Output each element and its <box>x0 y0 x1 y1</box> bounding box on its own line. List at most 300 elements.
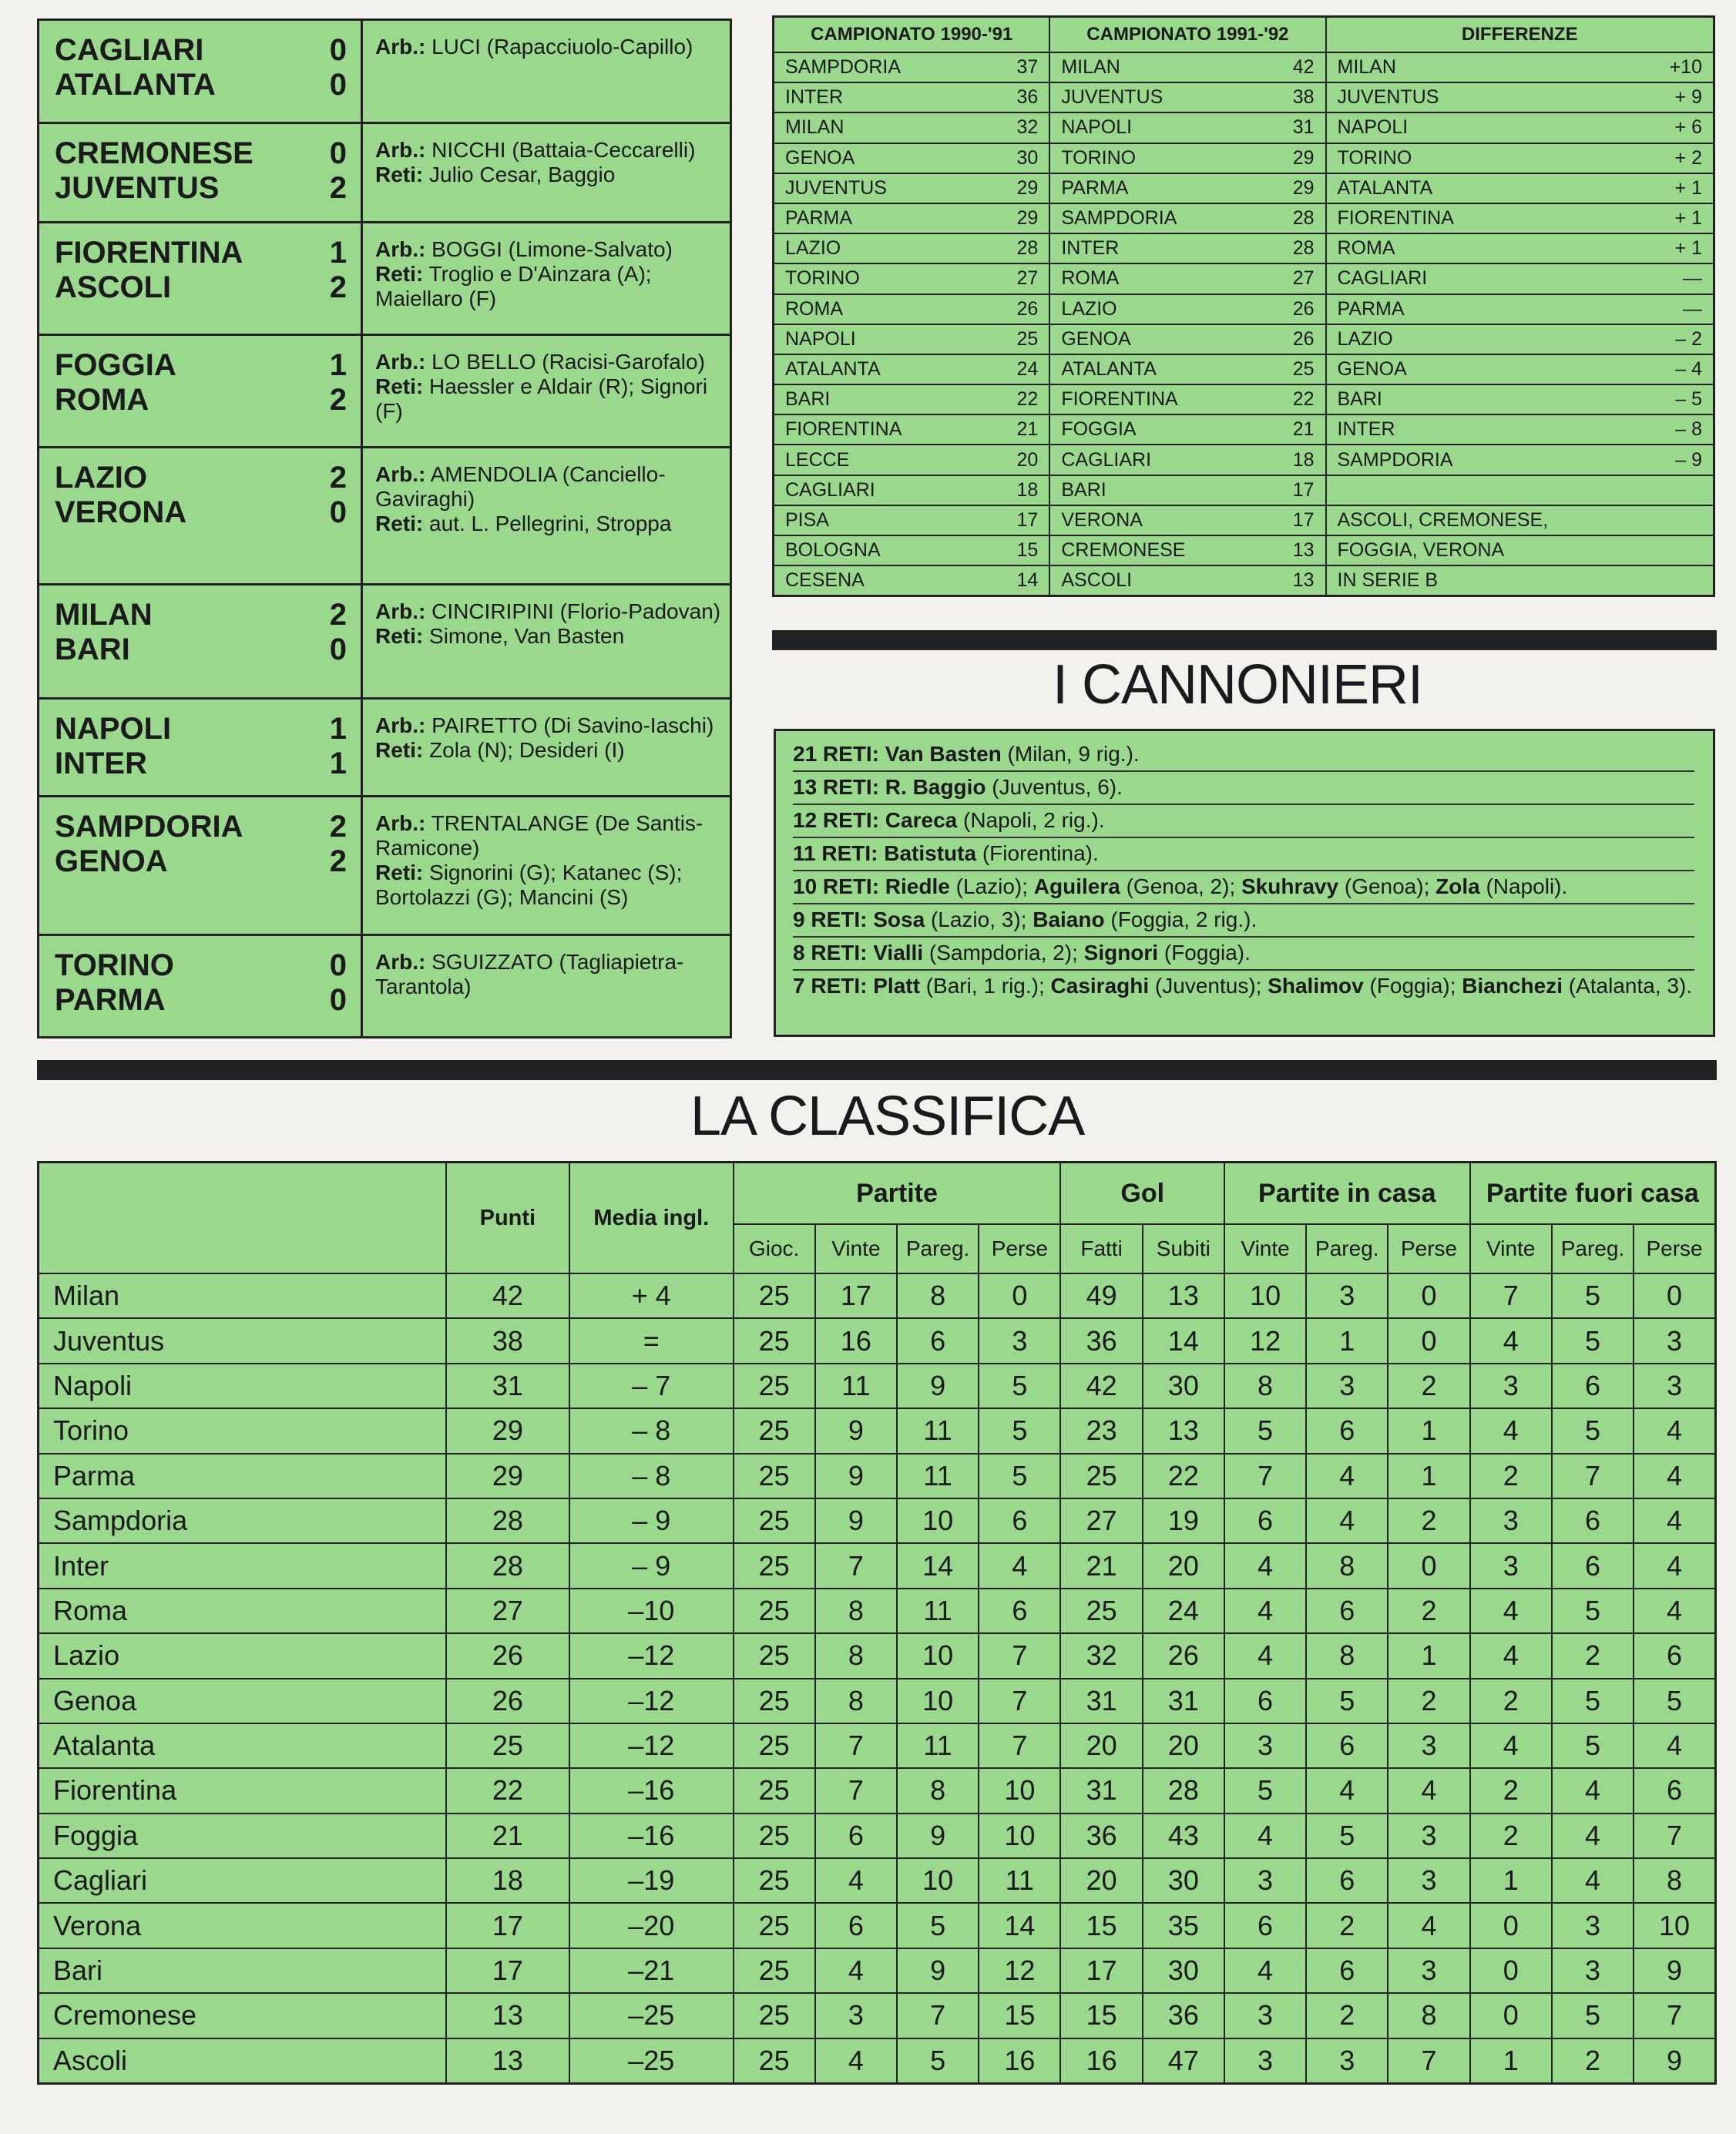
home-drawn: 6 <box>1306 1408 1388 1453</box>
scorer-name: Platt <box>867 974 920 998</box>
scorer-row <box>793 871 1694 904</box>
media-inglese: – 8 <box>569 1454 733 1498</box>
scorer-row <box>793 904 1694 938</box>
referee: LO BELLO (Racisi-Garofalo) <box>431 350 705 374</box>
referee: NICCHI (Battaia-Ceccarelli) <box>431 138 696 163</box>
referee: AMENDOLIA (Canciello-Gaviraghi) <box>375 462 666 512</box>
home-drawn: 3 <box>1306 1273 1388 1318</box>
points: 25 <box>446 1723 569 1768</box>
reti-label: Reti: <box>375 512 424 536</box>
scorer-name: Baiano <box>1033 908 1105 931</box>
referee-line <box>375 599 722 624</box>
goals-for: 27 <box>1060 1498 1142 1543</box>
comparison-row <box>774 414 1714 445</box>
home-won: 5 <box>1224 1768 1306 1813</box>
cannonieri-panel <box>774 729 1715 1037</box>
diff-value <box>1640 535 1714 565</box>
home-team: FIORENTINA <box>55 235 243 270</box>
standings-row <box>39 1679 1716 1723</box>
comparison-header-row <box>774 17 1714 53</box>
team-name: Roma <box>39 1589 446 1633</box>
match-row <box>39 448 730 586</box>
scorer-name: 10 RETI: <box>793 874 880 898</box>
diff-value: — <box>1640 294 1714 324</box>
match-row <box>39 797 730 936</box>
points-1991-92: 17 <box>1262 505 1325 535</box>
drawn: 10 <box>897 1858 979 1903</box>
goals-against: 43 <box>1143 1814 1224 1858</box>
played: 25 <box>734 1543 815 1588</box>
referee-line <box>375 350 722 374</box>
played: 25 <box>734 1454 815 1498</box>
points: 17 <box>446 1903 569 1948</box>
away-won: 4 <box>1470 1589 1552 1633</box>
arb-label: Arb.: <box>375 713 426 738</box>
home-lost: 0 <box>1388 1318 1469 1363</box>
away-team: PARMA <box>55 982 166 1017</box>
away-lost: 10 <box>1634 1903 1715 1948</box>
match-details <box>363 936 730 1036</box>
team-diff: SAMPDORIA <box>1326 445 1640 475</box>
arb-label: Arb.: <box>375 237 426 261</box>
home-team: CREMONESE <box>55 136 254 171</box>
won: 9 <box>815 1454 897 1498</box>
goals-for: 15 <box>1060 1903 1142 1948</box>
won: 11 <box>815 1364 897 1408</box>
away-lost: 9 <box>1634 2038 1715 2084</box>
home-lost: 1 <box>1388 1454 1469 1498</box>
points: 26 <box>446 1679 569 1723</box>
lost: 12 <box>979 1948 1060 1993</box>
drawn: 11 <box>897 1408 979 1453</box>
diff-value <box>1640 505 1714 535</box>
team-name: Cagliari <box>39 1858 446 1903</box>
team-diff: TORINO <box>1326 143 1640 173</box>
home-won: 4 <box>1224 1633 1306 1678</box>
match-details <box>363 336 730 446</box>
away-score: 0 <box>329 68 347 102</box>
goals-against: 30 <box>1143 1948 1224 1993</box>
team-1990-91: LECCE <box>774 445 984 475</box>
home-won: 3 <box>1224 1723 1306 1768</box>
comparison-row <box>774 82 1714 112</box>
match-details <box>363 700 730 794</box>
goals-for: 25 <box>1060 1454 1142 1498</box>
goals-against: 20 <box>1143 1543 1224 1588</box>
media-inglese: –16 <box>569 1814 733 1858</box>
scorer-name: 8 RETI: <box>793 941 868 965</box>
away-lost: 6 <box>1634 1768 1715 1813</box>
goals-for: 16 <box>1060 2038 1142 2084</box>
standings-row <box>39 1633 1716 1678</box>
home-score: 1 <box>329 712 347 747</box>
scorers: Zola (N); Desideri (I) <box>429 738 625 763</box>
away-won: 4 <box>1470 1633 1552 1678</box>
comparison-row <box>774 263 1714 294</box>
away-drawn: 5 <box>1552 1723 1634 1768</box>
scorer-name: Careca <box>879 808 958 832</box>
scorer-name: 12 RETI: <box>793 808 880 832</box>
drawn: 11 <box>897 1454 979 1498</box>
comparison-row <box>774 294 1714 324</box>
standings-row <box>39 1814 1716 1858</box>
won: 6 <box>815 1814 897 1858</box>
won: 9 <box>815 1498 897 1543</box>
scorers: aut. L. Pellegrini, Stroppa <box>429 512 672 536</box>
team-1990-91: CAGLIARI <box>774 475 984 505</box>
goals-against: 13 <box>1143 1273 1224 1318</box>
arb-label: Arb.: <box>375 462 426 487</box>
subheader: Perse <box>979 1224 1060 1273</box>
subheader: Pareg. <box>1306 1224 1388 1273</box>
team-1991-92: NAPOLI <box>1049 112 1262 143</box>
header-1991-92: CAMPIONATO 1991-'92 <box>1049 17 1325 53</box>
scorer-name: 9 RETI: <box>793 908 868 931</box>
team-1991-92: FIORENTINA <box>1049 384 1262 414</box>
scorers: Julio Cesar, Baggio <box>429 163 616 187</box>
home-won: 6 <box>1224 1903 1306 1948</box>
scorer-name: Zola <box>1435 874 1480 898</box>
comparison-row <box>774 475 1714 505</box>
away-won: 4 <box>1470 1723 1552 1768</box>
home-drawn: 4 <box>1306 1454 1388 1498</box>
team-1990-91: ATALANTA <box>774 354 984 384</box>
comparison-row <box>774 203 1714 233</box>
away-team: ATALANTA <box>55 68 216 102</box>
scorer-name: Vialli <box>867 941 924 965</box>
drawn: 14 <box>897 1543 979 1588</box>
away-won: 3 <box>1470 1498 1552 1543</box>
home-lost: 4 <box>1388 1903 1469 1948</box>
home-score: 1 <box>329 348 347 383</box>
scorer-name: Batistuta <box>878 841 977 865</box>
away-lost: 3 <box>1634 1364 1715 1408</box>
goals-against: 28 <box>1143 1768 1224 1813</box>
away-won: 0 <box>1470 1948 1552 1993</box>
points-1990-91: 26 <box>984 294 1050 324</box>
diff-value: + 9 <box>1640 82 1714 112</box>
points-1990-91: 17 <box>984 505 1050 535</box>
casa-header: Partite in casa <box>1224 1163 1470 1225</box>
away-lost: 4 <box>1634 1498 1715 1543</box>
home-drawn: 6 <box>1306 1948 1388 1993</box>
lost: 11 <box>979 1858 1060 1903</box>
points: 17 <box>446 1948 569 1993</box>
match-teams <box>39 700 363 794</box>
team-name: Napoli <box>39 1364 446 1408</box>
won: 3 <box>815 1993 897 2038</box>
team-diff: GENOA <box>1326 354 1640 384</box>
referee-line <box>375 138 722 163</box>
points-1991-92: 26 <box>1262 294 1325 324</box>
reti-label: Reti: <box>375 738 424 763</box>
results-panel <box>37 18 732 1038</box>
fuori-header: Partite fuori casa <box>1470 1163 1716 1225</box>
lost: 14 <box>979 1903 1060 1948</box>
points: 29 <box>446 1408 569 1453</box>
referee-line <box>375 811 722 861</box>
team-name: Cremonese <box>39 1993 446 2038</box>
lost: 5 <box>979 1364 1060 1408</box>
points-1990-91: 20 <box>984 445 1050 475</box>
scorer-name: Sosa <box>867 908 925 931</box>
away-score: 0 <box>329 495 347 530</box>
home-lost: 4 <box>1388 1768 1469 1813</box>
goals-for: 31 <box>1060 1679 1142 1723</box>
media-inglese: –25 <box>569 1993 733 2038</box>
match-details <box>363 797 730 934</box>
comparison-row <box>774 143 1714 173</box>
lost: 6 <box>979 1589 1060 1633</box>
home-won: 5 <box>1224 1408 1306 1453</box>
subheader: Gioc. <box>734 1224 815 1273</box>
won: 7 <box>815 1723 897 1768</box>
scorer-detail: (Lazio); <box>949 874 1034 898</box>
lost: 10 <box>979 1768 1060 1813</box>
scorer-detail: (Genoa, 2); <box>1120 874 1241 898</box>
team-name: Juventus <box>39 1318 446 1363</box>
points-1991-92: 28 <box>1262 233 1325 263</box>
standings-row <box>39 1858 1716 1903</box>
team-diff: FOGGIA, VERONA <box>1326 535 1640 565</box>
points-1991-92: 29 <box>1262 173 1325 203</box>
away-lost: 4 <box>1634 1543 1715 1588</box>
home-lost: 2 <box>1388 1589 1469 1633</box>
team-1991-92: SAMPDORIA <box>1049 203 1262 233</box>
home-team: CAGLIARI <box>55 33 204 67</box>
match-teams <box>39 797 363 934</box>
match-row <box>39 336 730 448</box>
goals-against: 22 <box>1143 1454 1224 1498</box>
comparison-row <box>774 565 1714 596</box>
home-lost: 2 <box>1388 1364 1469 1408</box>
comparison-row <box>774 445 1714 475</box>
drawn: 10 <box>897 1679 979 1723</box>
away-won: 1 <box>1470 1858 1552 1903</box>
scorer-row <box>793 971 1694 998</box>
scorer-detail: (Napoli). <box>1479 874 1568 898</box>
drawn: 9 <box>897 1948 979 1993</box>
points-1991-92: 21 <box>1262 414 1325 445</box>
media-inglese: –16 <box>569 1768 733 1813</box>
away-won: 1 <box>1470 2038 1552 2084</box>
home-lost: 2 <box>1388 1498 1469 1543</box>
away-won: 2 <box>1470 1768 1552 1813</box>
subheader: Subiti <box>1143 1224 1224 1273</box>
subheader: Perse <box>1634 1224 1715 1273</box>
match-teams <box>39 124 363 220</box>
home-drawn: 8 <box>1306 1543 1388 1588</box>
home-drawn: 4 <box>1306 1498 1388 1543</box>
won: 7 <box>815 1768 897 1813</box>
subheader: Vinte <box>1224 1224 1306 1273</box>
away-score: 2 <box>329 383 347 418</box>
team-name: Parma <box>39 1454 446 1498</box>
diff-value: – 5 <box>1640 384 1714 414</box>
scorers: Simone, Van Basten <box>429 624 625 649</box>
standings-row <box>39 1364 1716 1408</box>
standings-table <box>37 1161 1717 2085</box>
goals-for: 20 <box>1060 1723 1142 1768</box>
referee-line <box>375 950 722 999</box>
diff-value: + 1 <box>1640 233 1714 263</box>
played: 25 <box>734 1903 815 1948</box>
away-drawn: 6 <box>1552 1364 1634 1408</box>
home-lost: 1 <box>1388 1633 1469 1678</box>
scorer-name: Bianchezi <box>1462 974 1563 998</box>
away-team: INTER <box>55 747 147 781</box>
match-details <box>363 21 730 122</box>
away-won: 3 <box>1470 1543 1552 1588</box>
team-name: Verona <box>39 1903 446 1948</box>
away-drawn: 5 <box>1552 1273 1634 1318</box>
team-1991-92: CAGLIARI <box>1049 445 1262 475</box>
referee-line <box>375 237 722 262</box>
match-row <box>39 124 730 223</box>
home-score: 0 <box>329 33 347 67</box>
points-1990-91: 29 <box>984 203 1050 233</box>
match-teams <box>39 21 363 122</box>
points: 29 <box>446 1454 569 1498</box>
home-lost: 3 <box>1388 1814 1469 1858</box>
points: 13 <box>446 1993 569 2038</box>
goals-for: 42 <box>1060 1364 1142 1408</box>
comparison-row <box>774 233 1714 263</box>
media-inglese: –19 <box>569 1858 733 1903</box>
match-teams <box>39 586 363 697</box>
scorer-detail: (Foggia). <box>1158 941 1251 965</box>
home-lost: 0 <box>1388 1273 1469 1318</box>
media-header: Media ingl. <box>569 1163 733 1274</box>
referee: BOGGI (Limone-Salvato) <box>431 237 673 261</box>
comparison-row <box>774 505 1714 535</box>
scorer-name: 11 RETI: <box>793 841 878 865</box>
subheader: Pareg. <box>897 1224 979 1273</box>
diff-value: + 1 <box>1640 203 1714 233</box>
played: 25 <box>734 1364 815 1408</box>
header-1990-91: CAMPIONATO 1990-'91 <box>774 17 1050 53</box>
home-won: 4 <box>1224 1948 1306 1993</box>
away-drawn: 3 <box>1552 1903 1634 1948</box>
match-details <box>363 223 730 334</box>
header-differenze: DIFFERENZE <box>1326 17 1714 53</box>
lost: 10 <box>979 1814 1060 1858</box>
goals-against: 13 <box>1143 1408 1224 1453</box>
reti-label: Reti: <box>375 261 424 286</box>
points-1991-92: 13 <box>1262 535 1325 565</box>
scorer-detail: (Milan, 9 rig.). <box>1001 742 1140 766</box>
away-drawn: 4 <box>1552 1768 1634 1813</box>
team-diff: CAGLIARI <box>1326 263 1640 294</box>
points-1991-92: 28 <box>1262 203 1325 233</box>
goals-against: 35 <box>1143 1903 1224 1948</box>
home-lost: 3 <box>1388 1858 1469 1903</box>
arb-label: Arb.: <box>375 350 426 374</box>
points-1991-92: 42 <box>1262 52 1325 82</box>
team-1990-91: PARMA <box>774 203 984 233</box>
scorer-name: Skuhravy <box>1241 874 1339 898</box>
away-score: 0 <box>329 982 347 1017</box>
home-drawn: 6 <box>1306 1723 1388 1768</box>
team-1991-92: GENOA <box>1049 324 1262 354</box>
team-name: Inter <box>39 1543 446 1588</box>
away-team: ASCOLI <box>55 270 172 304</box>
away-drawn: 7 <box>1552 1454 1634 1498</box>
won: 4 <box>815 1948 897 1993</box>
media-inglese: – 7 <box>569 1364 733 1408</box>
won: 8 <box>815 1633 897 1678</box>
scorer-detail: (Foggia, 2 rig.). <box>1104 908 1258 931</box>
comparison-row <box>774 52 1714 82</box>
match-row <box>39 21 730 124</box>
subheader: Fatti <box>1060 1224 1142 1273</box>
team-name: Bari <box>39 1948 446 1993</box>
media-inglese: = <box>569 1318 733 1363</box>
goals-against: 20 <box>1143 1723 1224 1768</box>
points-1990-91: 25 <box>984 324 1050 354</box>
away-lost: 7 <box>1634 1814 1715 1858</box>
team-diff: BARI <box>1326 384 1640 414</box>
away-lost: 3 <box>1634 1318 1715 1363</box>
home-score: 2 <box>329 809 347 844</box>
played: 25 <box>734 1993 815 2038</box>
diff-value: + 2 <box>1640 143 1714 173</box>
referee-line <box>375 462 722 512</box>
away-drawn: 4 <box>1552 1814 1634 1858</box>
scorer-detail: (Genoa); <box>1338 874 1436 898</box>
team-name: Foggia <box>39 1814 446 1858</box>
goals-for: 20 <box>1060 1858 1142 1903</box>
team-1990-91: JUVENTUS <box>774 173 984 203</box>
drawn: 11 <box>897 1589 979 1633</box>
away-drawn: 6 <box>1552 1543 1634 1588</box>
played: 25 <box>734 1273 815 1318</box>
goals-for: 21 <box>1060 1543 1142 1588</box>
standings-row <box>39 1408 1716 1453</box>
team-1991-92: INTER <box>1049 233 1262 263</box>
team-diff: ROMA <box>1326 233 1640 263</box>
reti-label: Reti: <box>375 860 424 884</box>
standings-row <box>39 1318 1716 1363</box>
team-diff: PARMA <box>1326 294 1640 324</box>
played: 25 <box>734 1768 815 1813</box>
team-diff: NAPOLI <box>1326 112 1640 143</box>
scorer-name: Van Basten <box>879 742 1002 766</box>
diff-value <box>1640 475 1714 505</box>
home-lost: 2 <box>1388 1679 1469 1723</box>
punti-header: Punti <box>446 1163 569 1274</box>
away-score: 2 <box>329 844 347 878</box>
home-lost: 3 <box>1388 1723 1469 1768</box>
points-1991-92: 25 <box>1262 354 1325 384</box>
reti-label: Reti: <box>375 374 424 399</box>
points-1990-91: 28 <box>984 233 1050 263</box>
points: 26 <box>446 1633 569 1678</box>
subheader: Pareg. <box>1552 1224 1634 1273</box>
scorer-name: Shalimov <box>1268 974 1364 998</box>
diff-value: + 1 <box>1640 173 1714 203</box>
team-1991-92: PARMA <box>1049 173 1262 203</box>
lost: 3 <box>979 1318 1060 1363</box>
scorer-row <box>793 772 1694 805</box>
media-inglese: –20 <box>569 1903 733 1948</box>
away-lost: 4 <box>1634 1723 1715 1768</box>
home-drawn: 2 <box>1306 1993 1388 2038</box>
home-score: 0 <box>329 948 347 982</box>
away-won: 2 <box>1470 1814 1552 1858</box>
scorer-name: Aguilera <box>1033 874 1120 898</box>
points-1991-92: 27 <box>1262 263 1325 294</box>
